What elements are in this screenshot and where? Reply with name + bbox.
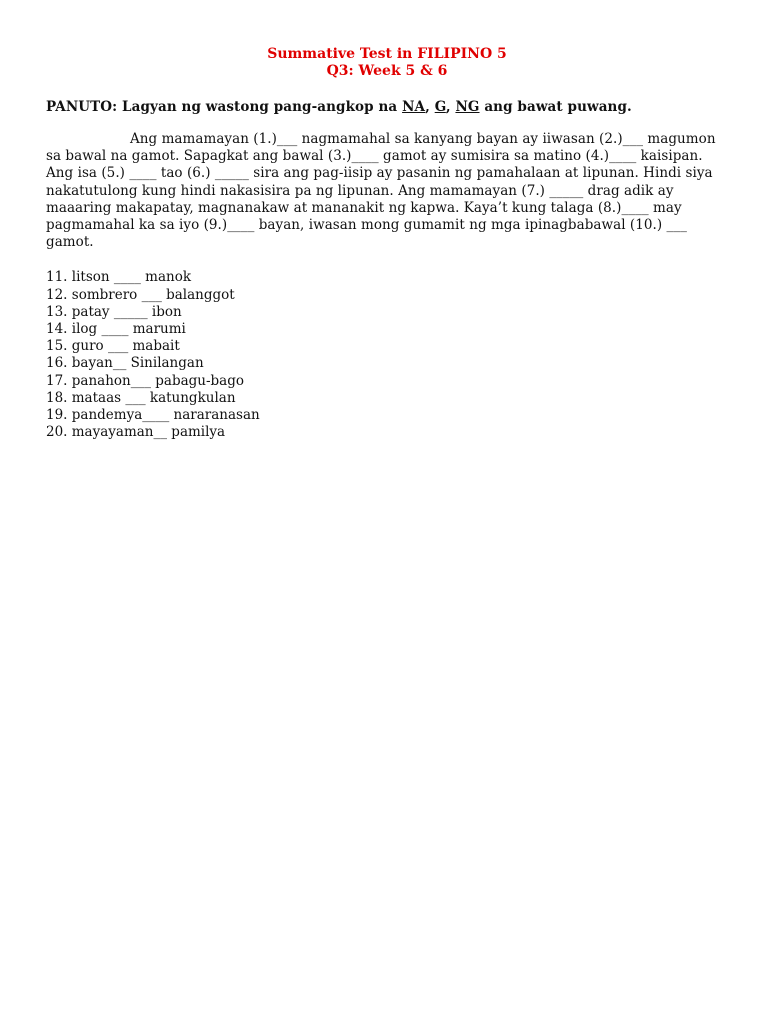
list-item: 20. mayayaman__ pamilya — [46, 424, 226, 441]
list-item: 11. litson ____ manok — [46, 269, 192, 286]
passage-paragraph: Ang mamamayan (1.)___ nagmamahal sa kanyang bayan ay iiwasan (2.)___ magumon sa bawal na gamot. Sapagkat ang bawal (3.)____ gamot ay sumisira sa matino (4.)____ kaisipan. Ang isa (5.) ____ tao (6.) _____ sira ang pag-iisip ay pasanin ng pamahalaan at lipunan. Hindi siya nakatutulong kung hindi nakasisira pa ng lipunan. Ang mamamayan (7.) _____ drag adik ay maaaring makapatay, magnanakaw at mananakit ng kapwa. Kaya’t kung talaga (8.)____ may pagmamahal ka sa iyo (9.)____ bayan, iwasan mong gumamit ng mga ipinagbabawal (10.) ___ gamot. — [46, 131, 716, 251]
title-block — [46, 46, 728, 80]
option-g: G — [434, 99, 446, 115]
directions — [46, 99, 728, 116]
directions-separator: , — [445, 99, 456, 115]
directions-tail: ang bawat puwang. — [479, 99, 632, 115]
list-item: 18. mataas ___ katungkulan — [46, 389, 236, 406]
list-item: 16. bayan__ Sinilangan — [46, 355, 204, 372]
document-title: Summative Test in FILIPINO 5 — [267, 46, 507, 62]
document-subtitle: Q3: Week 5 & 6 — [326, 63, 448, 79]
list-item: 17. panahon___ pabagu-bago — [46, 372, 244, 389]
option-na: NA — [402, 99, 426, 115]
option-ng: NG — [455, 99, 480, 115]
directions-separator: , — [425, 99, 435, 115]
list-item: 15. guro ___ mabait — [46, 338, 180, 355]
item-list — [46, 269, 728, 441]
list-item: 14. ilog ____ marumi — [46, 321, 186, 338]
list-item: 12. sombrero ___ balanggot — [46, 286, 235, 303]
list-item: 13. patay _____ ibon — [46, 303, 182, 320]
list-item: 19. pandemya____ nararanasan — [46, 407, 260, 424]
directions-label: PANUTO: Lagyan ng wastong pang-angkop na — [46, 99, 403, 115]
